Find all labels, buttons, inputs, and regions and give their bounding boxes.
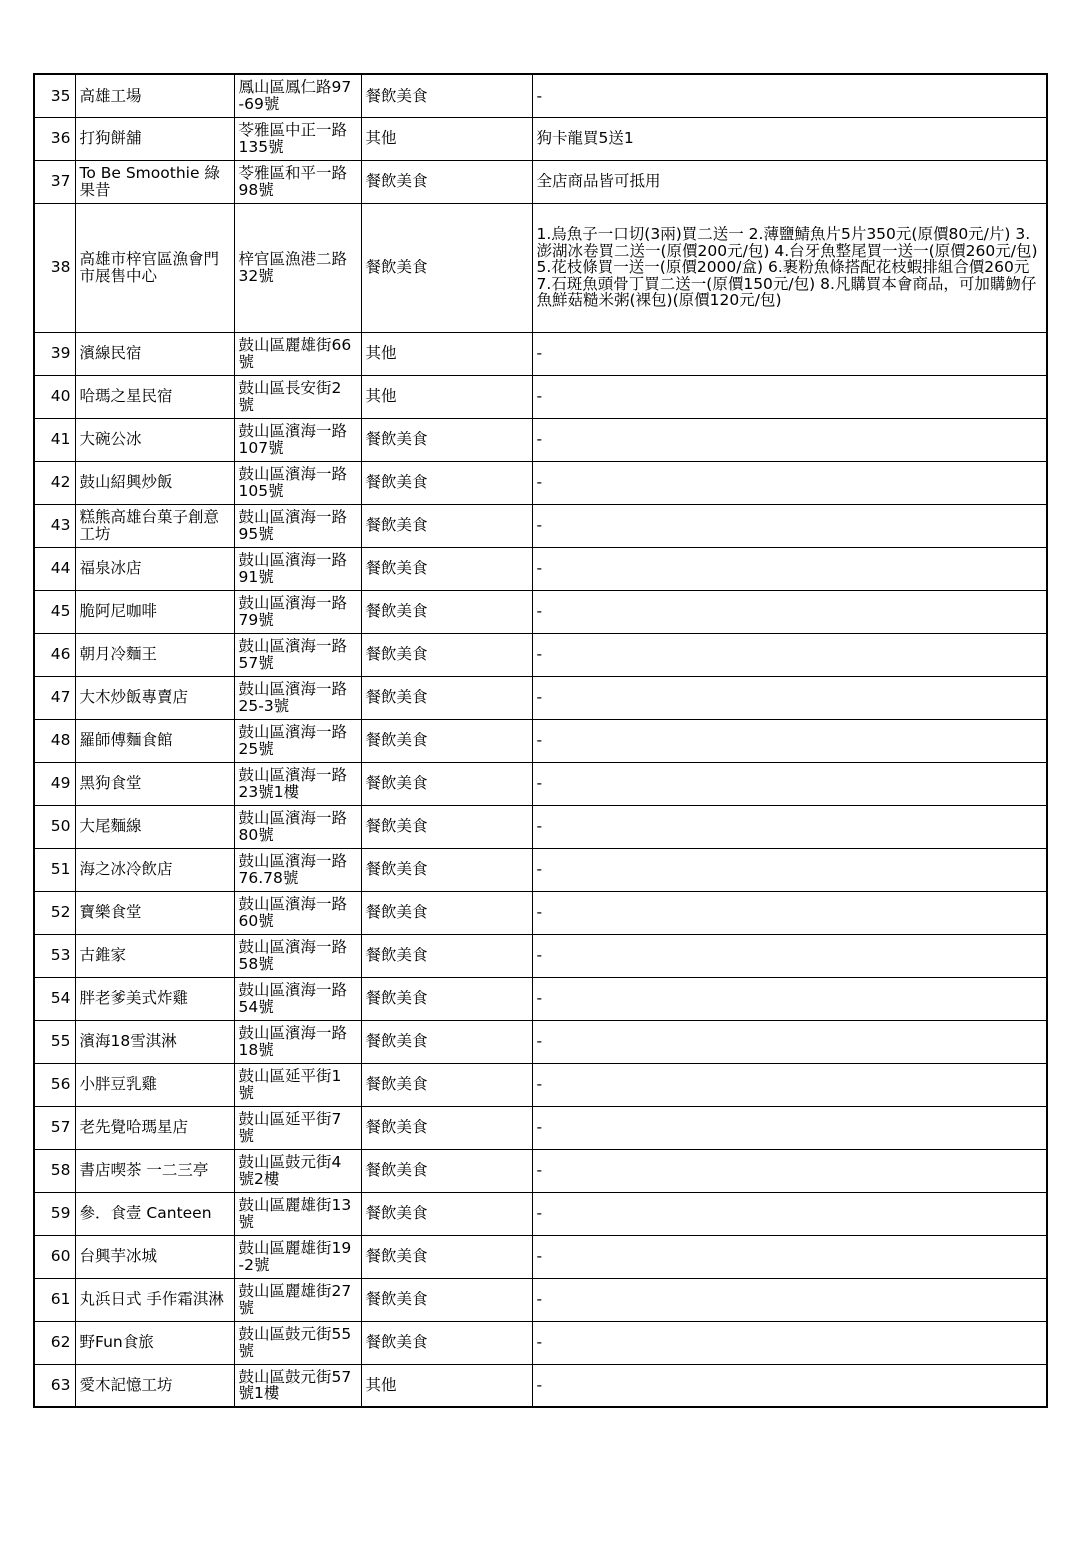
row-number: 49 xyxy=(34,762,75,805)
store-name: 羅師傅麵食館 xyxy=(75,719,234,762)
store-address: 鼓山區濱海一路76.78號 xyxy=(234,848,361,891)
table-row xyxy=(34,805,1047,848)
store-address: 鼓山區濱海一路95號 xyxy=(234,504,361,547)
store-category: 其他 xyxy=(361,117,532,160)
store-table xyxy=(33,73,1048,1408)
store-address: 鼓山區鼓元街4號2樓 xyxy=(234,1149,361,1192)
store-offer: 1.烏魚子一口切(3兩)買二送一 2.薄鹽鯖魚片5片350元(原價80元/片) 3.澎湖冰卷買二送一(原價200元/包) 4.台牙魚整尾買一送一(原價260元/包) 5.花枝條買一送一(原價2000/盒) 6.裹粉魚條搭配花枝蝦排組合價260元 7.石斑魚頭骨丁買二送一(原價150元/包) 8.凡購買本會商品，可加購魩仔魚鮮菇糙米粥(裸包)(原價120元/包) xyxy=(532,203,1047,332)
row-number: 44 xyxy=(34,547,75,590)
store-address: 鼓山區濱海一路91號 xyxy=(234,547,361,590)
store-address: 鼓山區麗雄街27號 xyxy=(234,1278,361,1321)
store-address: 苓雅區和平一路98號 xyxy=(234,160,361,203)
table-row xyxy=(34,934,1047,977)
store-name: 福泉冰店 xyxy=(75,547,234,590)
store-category: 餐飲美食 xyxy=(361,934,532,977)
row-number: 61 xyxy=(34,1278,75,1321)
store-category: 其他 xyxy=(361,375,532,418)
store-offer: - xyxy=(532,1063,1047,1106)
store-category: 餐飲美食 xyxy=(361,719,532,762)
store-category: 餐飲美食 xyxy=(361,547,532,590)
row-number: 54 xyxy=(34,977,75,1020)
row-number: 58 xyxy=(34,1149,75,1192)
store-address: 鼓山區長安街2號 xyxy=(234,375,361,418)
store-offer: - xyxy=(532,1192,1047,1235)
store-name: 古錐家 xyxy=(75,934,234,977)
store-offer: - xyxy=(532,590,1047,633)
table-row xyxy=(34,504,1047,547)
store-category: 其他 xyxy=(361,332,532,375)
store-name: 高雄市梓官區漁會門市展售中心 xyxy=(75,203,234,332)
store-offer: - xyxy=(532,547,1047,590)
row-number: 37 xyxy=(34,160,75,203)
store-address: 鼓山區濱海一路18號 xyxy=(234,1020,361,1063)
table-row xyxy=(34,1235,1047,1278)
table-row xyxy=(34,74,1047,117)
store-table-body xyxy=(34,74,1047,1407)
store-address: 鳳山區鳳仁路97-69號 xyxy=(234,74,361,117)
store-offer: - xyxy=(532,1235,1047,1278)
table-row xyxy=(34,1364,1047,1407)
store-address: 鼓山區濱海一路25號 xyxy=(234,719,361,762)
row-number: 59 xyxy=(34,1192,75,1235)
store-offer: - xyxy=(532,977,1047,1020)
row-number: 36 xyxy=(34,117,75,160)
table-row xyxy=(34,418,1047,461)
store-name: 鼓山紹興炒飯 xyxy=(75,461,234,504)
table-row xyxy=(34,547,1047,590)
row-number: 48 xyxy=(34,719,75,762)
table-row xyxy=(34,1321,1047,1364)
store-offer: - xyxy=(532,1149,1047,1192)
table-row xyxy=(34,1020,1047,1063)
store-name: 丸浜日式 手作霜淇淋 xyxy=(75,1278,234,1321)
store-name: 脆阿尼咖啡 xyxy=(75,590,234,633)
store-category: 餐飲美食 xyxy=(361,676,532,719)
store-address: 鼓山區濱海一路57號 xyxy=(234,633,361,676)
store-category: 餐飲美食 xyxy=(361,418,532,461)
store-name: 書店喫茶 一二三亭 xyxy=(75,1149,234,1192)
store-offer: - xyxy=(532,418,1047,461)
store-offer: - xyxy=(532,1364,1047,1407)
store-category: 餐飲美食 xyxy=(361,160,532,203)
store-category: 餐飲美食 xyxy=(361,762,532,805)
row-number: 63 xyxy=(34,1364,75,1407)
store-offer: - xyxy=(532,1321,1047,1364)
store-category: 餐飲美食 xyxy=(361,1235,532,1278)
row-number: 52 xyxy=(34,891,75,934)
table-row xyxy=(34,1278,1047,1321)
store-category: 餐飲美食 xyxy=(361,633,532,676)
store-category: 餐飲美食 xyxy=(361,203,532,332)
store-name: 哈瑪之星民宿 xyxy=(75,375,234,418)
store-address: 鼓山區濱海一路105號 xyxy=(234,461,361,504)
table-row xyxy=(34,332,1047,375)
store-name: 愛木記憶工坊 xyxy=(75,1364,234,1407)
table-row xyxy=(34,891,1047,934)
store-name: 參．食壹 Canteen xyxy=(75,1192,234,1235)
store-offer: - xyxy=(532,375,1047,418)
store-category: 餐飲美食 xyxy=(361,1063,532,1106)
row-number: 45 xyxy=(34,590,75,633)
store-name: 寶樂食堂 xyxy=(75,891,234,934)
store-offer: - xyxy=(532,1020,1047,1063)
row-number: 60 xyxy=(34,1235,75,1278)
store-name: 大碗公冰 xyxy=(75,418,234,461)
store-address: 梓官區漁港二路32號 xyxy=(234,203,361,332)
store-category: 餐飲美食 xyxy=(361,1149,532,1192)
store-address: 鼓山區麗雄街66號 xyxy=(234,332,361,375)
store-name: 海之冰冷飲店 xyxy=(75,848,234,891)
store-address: 鼓山區濱海一路58號 xyxy=(234,934,361,977)
row-number: 56 xyxy=(34,1063,75,1106)
table-row xyxy=(34,1106,1047,1149)
store-name: 大尾麵線 xyxy=(75,805,234,848)
row-number: 57 xyxy=(34,1106,75,1149)
row-number: 62 xyxy=(34,1321,75,1364)
store-address: 鼓山區鼓元街57號1樓 xyxy=(234,1364,361,1407)
store-name: 老先覺哈瑪星店 xyxy=(75,1106,234,1149)
store-name: 糕熊高雄台菓子創意工坊 xyxy=(75,504,234,547)
table-row xyxy=(34,848,1047,891)
store-name: 黑狗食堂 xyxy=(75,762,234,805)
store-address: 苓雅區中正一路135號 xyxy=(234,117,361,160)
store-category: 餐飲美食 xyxy=(361,805,532,848)
table-row xyxy=(34,633,1047,676)
table-row xyxy=(34,160,1047,203)
store-category: 餐飲美食 xyxy=(361,461,532,504)
row-number: 41 xyxy=(34,418,75,461)
store-offer: - xyxy=(532,805,1047,848)
store-category: 餐飲美食 xyxy=(361,74,532,117)
table-row xyxy=(34,762,1047,805)
row-number: 38 xyxy=(34,203,75,332)
store-address: 鼓山區濱海一路25-3號 xyxy=(234,676,361,719)
store-name: 朝月冷麵王 xyxy=(75,633,234,676)
store-name: 大木炒飯專賣店 xyxy=(75,676,234,719)
store-name: 濱海18雪淇淋 xyxy=(75,1020,234,1063)
store-category: 餐飲美食 xyxy=(361,848,532,891)
store-offer: - xyxy=(532,848,1047,891)
table-row xyxy=(34,590,1047,633)
store-offer: 狗卡龍買5送1 xyxy=(532,117,1047,160)
store-category: 餐飲美食 xyxy=(361,1278,532,1321)
store-offer: - xyxy=(532,332,1047,375)
store-address: 鼓山區濱海一路60號 xyxy=(234,891,361,934)
store-category: 餐飲美食 xyxy=(361,1321,532,1364)
store-category: 餐飲美食 xyxy=(361,1020,532,1063)
store-address: 鼓山區延平街7號 xyxy=(234,1106,361,1149)
table-row xyxy=(34,461,1047,504)
store-offer: - xyxy=(532,762,1047,805)
table-row xyxy=(34,203,1047,332)
store-offer: - xyxy=(532,504,1047,547)
table-row xyxy=(34,676,1047,719)
store-name: 小胖豆乳雞 xyxy=(75,1063,234,1106)
store-category: 餐飲美食 xyxy=(361,977,532,1020)
store-name: 台興芋冰城 xyxy=(75,1235,234,1278)
store-address: 鼓山區鼓元街55號 xyxy=(234,1321,361,1364)
store-address: 鼓山區麗雄街19-2號 xyxy=(234,1235,361,1278)
store-offer: - xyxy=(532,461,1047,504)
table-row xyxy=(34,1192,1047,1235)
store-address: 鼓山區濱海一路80號 xyxy=(234,805,361,848)
store-name: 濱線民宿 xyxy=(75,332,234,375)
store-name: 打狗餅舖 xyxy=(75,117,234,160)
row-number: 55 xyxy=(34,1020,75,1063)
store-offer: - xyxy=(532,1106,1047,1149)
store-category: 餐飲美食 xyxy=(361,590,532,633)
store-offer: - xyxy=(532,633,1047,676)
store-category: 餐飲美食 xyxy=(361,1106,532,1149)
store-offer: 全店商品皆可抵用 xyxy=(532,160,1047,203)
store-name: 高雄工場 xyxy=(75,74,234,117)
row-number: 42 xyxy=(34,461,75,504)
store-address: 鼓山區濱海一路107號 xyxy=(234,418,361,461)
store-category: 其他 xyxy=(361,1364,532,1407)
store-name: To Be Smoothie 綠果昔 xyxy=(75,160,234,203)
store-offer: - xyxy=(532,719,1047,762)
row-number: 53 xyxy=(34,934,75,977)
store-address: 鼓山區延平街1號 xyxy=(234,1063,361,1106)
row-number: 43 xyxy=(34,504,75,547)
store-address: 鼓山區濱海一路54號 xyxy=(234,977,361,1020)
row-number: 35 xyxy=(34,74,75,117)
table-row xyxy=(34,719,1047,762)
row-number: 51 xyxy=(34,848,75,891)
store-name: 野Fun食旅 xyxy=(75,1321,234,1364)
store-offer: - xyxy=(532,1278,1047,1321)
row-number: 47 xyxy=(34,676,75,719)
table-row xyxy=(34,117,1047,160)
store-offer: - xyxy=(532,934,1047,977)
row-number: 39 xyxy=(34,332,75,375)
store-category: 餐飲美食 xyxy=(361,504,532,547)
store-offer: - xyxy=(532,74,1047,117)
table-row xyxy=(34,1063,1047,1106)
row-number: 40 xyxy=(34,375,75,418)
store-address: 鼓山區麗雄街13號 xyxy=(234,1192,361,1235)
store-offer: - xyxy=(532,676,1047,719)
table-row xyxy=(34,375,1047,418)
store-name: 胖老爹美式炸雞 xyxy=(75,977,234,1020)
store-category: 餐飲美食 xyxy=(361,1192,532,1235)
table-row xyxy=(34,977,1047,1020)
store-address: 鼓山區濱海一路79號 xyxy=(234,590,361,633)
row-number: 46 xyxy=(34,633,75,676)
store-category: 餐飲美食 xyxy=(361,891,532,934)
row-number: 50 xyxy=(34,805,75,848)
store-offer: - xyxy=(532,891,1047,934)
table-row xyxy=(34,1149,1047,1192)
store-address: 鼓山區濱海一路23號1樓 xyxy=(234,762,361,805)
